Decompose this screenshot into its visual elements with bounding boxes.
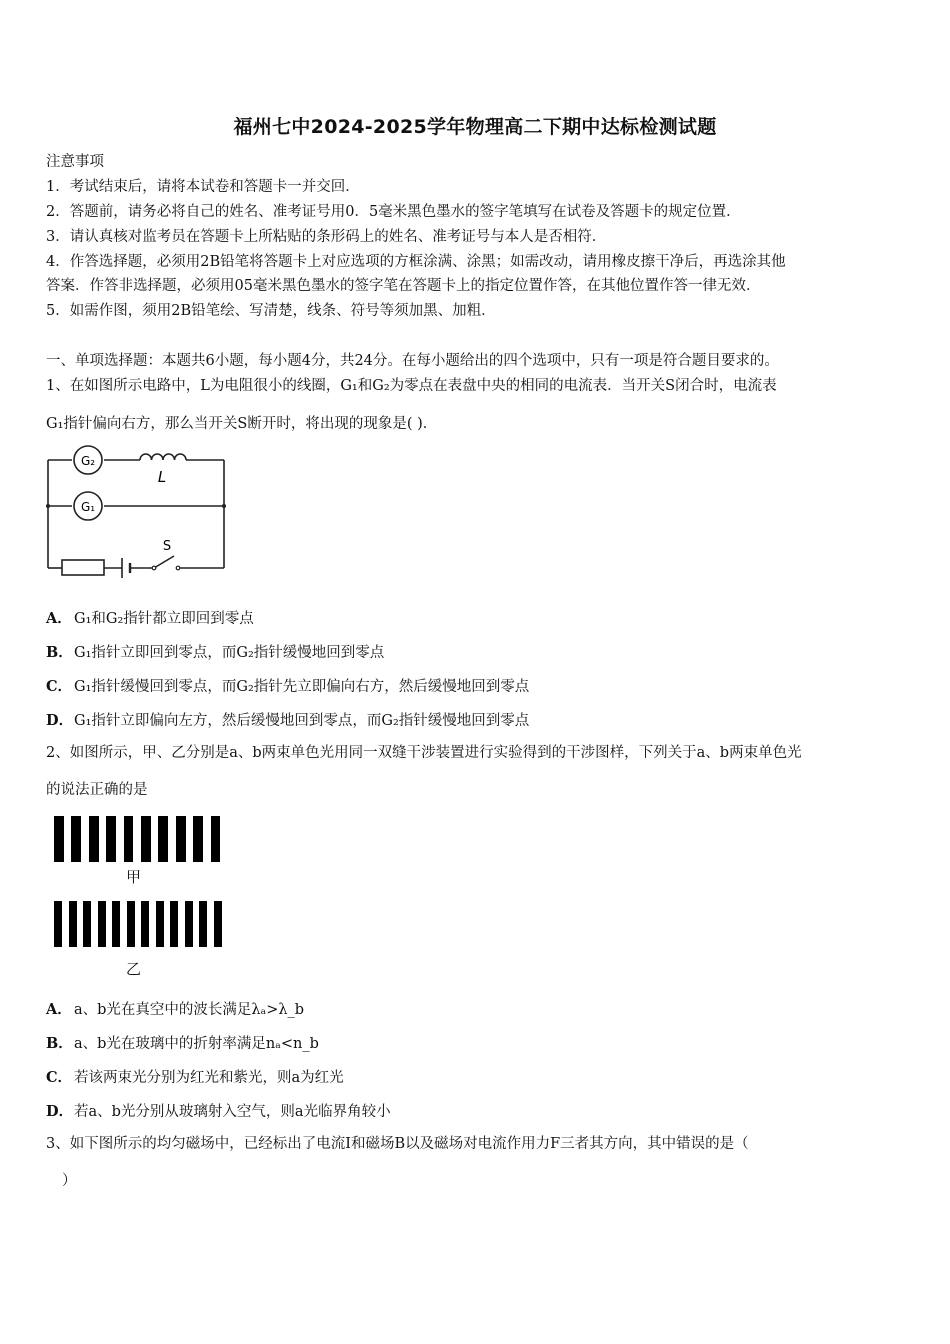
option-text: a、b光在真空中的波长满足λₐ>λ_b — [74, 1002, 305, 1018]
q2-option-c — [46, 1066, 344, 1087]
option-text: G₁指针立即偏向左方，然后缓慢地回到零点，而G₂指针缓慢地回到零点 — [74, 713, 530, 729]
option-label: D． — [46, 1103, 74, 1120]
notice-item: 2．答题前，请务必将自己的姓名、准考证号用0．5毫米黑色墨水的签字笔填写在试卷及答题卡的规定位置． — [46, 204, 741, 220]
option-text: a、b光在玻璃中的折射率满足nₐ<n_b — [74, 1036, 319, 1052]
fringe-dark-band — [158, 816, 168, 862]
question-1-text: 1、在如图所示电路中，L为电阻很小的线圈，G₁和G₂为零点在表盘中央的相同的电流表．当开关S闭合时，电流表 — [46, 378, 777, 394]
notice-item: 1．考试结束后，请将本试卷和答题卡一并交回． — [46, 179, 360, 195]
switch-blade — [154, 556, 174, 568]
question-3-text-cont: ） — [62, 1173, 77, 1189]
notice-item: 答案．作答非选择题，必须用05毫米黑色墨水的签字笔在答题卡上的指定位置作答，在其他位置作答一律无效． — [46, 278, 761, 294]
option-label: D． — [46, 712, 74, 729]
g2-label: G₂ — [80, 454, 96, 468]
notice-heading: 注意事项 — [46, 154, 104, 170]
notice-item: 5．如需作图，须用2B铅笔绘、写清楚，线条、符号等须加黑、加粗． — [46, 303, 496, 319]
fringe-dark-band — [185, 901, 193, 947]
question-2-text-cont: 的说法正确的是 — [46, 782, 148, 798]
option-label: A． — [46, 1001, 72, 1018]
option-text: 若该两束光分别为红光和紫光，则a为红光 — [74, 1070, 344, 1086]
notice-item: 3．请认真核对监考员在答题卡上所粘贴的条形码上的姓名、准考证号与本人是否相符． — [46, 229, 607, 245]
question-2-text: 2、如图所示，甲、乙分别是a、b两束单色光用同一双缝干涉装置进行实验得到的干涉图样，下列关于a、b两束单色光 — [46, 745, 802, 761]
fringe-dark-band — [199, 901, 207, 947]
fringe-dark-band — [106, 816, 116, 862]
fringe-dark-band — [54, 901, 62, 947]
resistor — [62, 560, 104, 575]
fringe-dark-band — [83, 901, 91, 947]
option-label: B． — [46, 1035, 73, 1052]
fringe-caption-a: 甲 — [126, 868, 142, 886]
fringe-dark-band — [112, 901, 120, 947]
fringe-dark-band — [141, 816, 151, 862]
option-label: B． — [46, 644, 73, 661]
fringe-caption-b: 乙 — [126, 960, 142, 978]
option-label: C． — [46, 678, 73, 695]
q1-option-d — [46, 709, 529, 730]
fringe-dark-band — [141, 901, 149, 947]
fringe-dark-band — [176, 816, 186, 862]
question-1-text-cont: G₁指针偏向右方，那么当开关S断开时，将出现的现象是( )． — [46, 416, 438, 432]
q1-option-c — [46, 675, 529, 696]
fringe-dark-band — [98, 901, 106, 947]
q2-option-d — [46, 1100, 391, 1121]
fringe-dark-band — [124, 816, 134, 862]
q2-option-b — [46, 1032, 319, 1053]
page-title: 福州七中2024-2025学年物理高二下期中达标检测试题 — [233, 116, 717, 138]
option-label: C． — [46, 1069, 73, 1086]
g1-label: G₁ — [80, 500, 96, 514]
inductor-label: L — [157, 468, 167, 486]
question-3-text: 3、如下图所示的均匀磁场中，已经标出了电流I和磁场B以及磁场对电流作用力F三者其方向，其中错误的是（ — [46, 1136, 749, 1152]
fringe-dark-band — [170, 901, 178, 947]
switch-label: S — [162, 539, 172, 554]
option-text: G₁指针缓慢回到零点，而G₂指针先立即偏向右方，然后缓慢地回到零点 — [74, 679, 530, 695]
option-text: 若a、b光分别从玻璃射入空气，则a光临界角较小 — [74, 1104, 391, 1120]
circuit-diagram — [40, 444, 240, 580]
fringe-dark-band — [214, 901, 222, 947]
option-label: A． — [46, 610, 72, 627]
fringe-dark-band — [127, 901, 135, 947]
fringe-pattern-b — [54, 901, 228, 947]
q2-option-a — [46, 998, 304, 1019]
fringe-dark-band — [89, 816, 99, 862]
fringe-pattern-a — [54, 816, 228, 862]
q1-option-b — [46, 641, 384, 662]
fringe-dark-band — [156, 901, 164, 947]
option-text: G₁指针立即回到零点，而G₂指针缓慢地回到零点 — [74, 645, 385, 661]
fringe-dark-band — [193, 816, 203, 862]
option-text: G₁和G₂指针都立即回到零点 — [74, 611, 254, 627]
notice-item: 4．作答选择题，必须用2B铅笔将答题卡上对应选项的方框涂满、涂黑；如需改动，请用橡皮擦干净后，再选涂其他 — [46, 254, 786, 270]
q1-option-a — [46, 607, 254, 628]
fringe-dark-band — [54, 816, 64, 862]
inductor-coil — [140, 454, 186, 460]
section-heading: 一、单项选择题：本题共6小题，每小题4分，共24分。在每小题给出的四个选项中，只有一项是符合题目要求的。 — [46, 353, 779, 369]
fringe-dark-band — [211, 816, 221, 862]
fringe-dark-band — [69, 901, 77, 947]
fringe-dark-band — [71, 816, 81, 862]
